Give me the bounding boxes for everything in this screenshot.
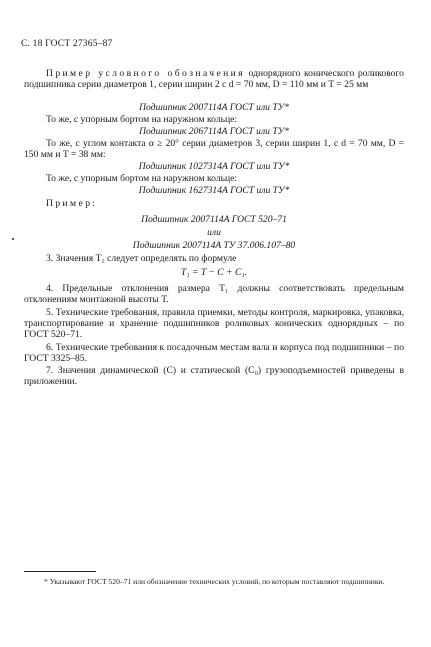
same-flange-outer-1-row <box>24 114 404 125</box>
example1-lead: Пример условного обозначения <box>46 68 245 79</box>
designation-6-row <box>24 240 404 251</box>
item-7: 7. Значения динамической (C) и статической (C₀) грузоподъемностей приведены в приложении. <box>24 365 404 388</box>
example2-lead-paragraph <box>24 198 404 209</box>
scan-speck <box>12 238 14 240</box>
designation-2: Подшипник 2067114A ГОСТ или ТУ* <box>139 126 289 137</box>
designation-1-row <box>24 102 404 113</box>
item-6: 6. Технические требования к посадочным местам вала и корпуса под подшипники – по ГОСТ 3325–85. <box>24 342 404 365</box>
designation-6: Подшипник 2007114A ТУ 37.006.107–80 <box>132 240 296 251</box>
designation-2-row <box>24 126 404 137</box>
same-flange-outer-2-row <box>24 173 404 184</box>
example1-paragraph <box>24 68 404 90</box>
or-row <box>24 227 404 238</box>
item-6-row <box>24 342 404 364</box>
formula-row <box>24 267 404 278</box>
or-word: или <box>207 227 221 238</box>
example1-block <box>24 68 404 90</box>
item-4: 4. Предельные отклонения размера T₁ должны соответствовать предельным отклонениям монтажной высоты T. <box>24 283 404 306</box>
designation-5-row <box>24 214 404 225</box>
same-flange-outer-1: То же, с упорным бортом на наружном кольце: <box>46 114 238 125</box>
item-5: 5. Технические требования, правила приемки, методы контроля, маркировка, упаковка, транспортирование и хранение подшипников роликовых конических однорядных – по ГОСТ 520–71. <box>24 307 404 341</box>
footnote: * Указывают ГОСТ 520–71 или обозначение технических условий, по которым поставляют подшипники. <box>44 577 385 586</box>
footnote-rule <box>24 571 96 572</box>
designation-5: Подшипник 2007114A ГОСТ 520–71 <box>141 214 287 225</box>
item-3-row <box>24 253 404 264</box>
example1-rest: однорядного конического роликового подшипника серии диаметров 1, серии ширин 2 с d = 70 мм, D = 110 мм и T = 25 мм <box>24 68 404 91</box>
formula: T₁ = T − C + C₁. <box>180 267 248 278</box>
designation-4-row <box>24 185 404 196</box>
example2-lead-row <box>24 198 404 209</box>
example2-lead: Пример: <box>46 198 98 209</box>
same-angle-paragraph: То же, с углом контакта α ≥ 20° серии диаметров 3, серии ширин 1, с d = 70 мм, D = 150 мм и T = 38 мм: <box>24 138 404 161</box>
designation-1: Подшипник 2007114A ГОСТ или ТУ* <box>139 102 289 113</box>
designation-4: Подшипник 1627314A ГОСТ или ТУ* <box>138 185 290 196</box>
same-flange-outer-2: То же, с упорным бортом на наружном кольце: <box>46 173 238 184</box>
page-header: С. 18 ГОСТ 27365–87 <box>21 39 113 49</box>
item-5-row <box>24 307 404 341</box>
item-4-row <box>24 283 404 305</box>
designation-3: Подшипник 1027314A ГОСТ или ТУ* <box>138 161 290 172</box>
item-3: 3. Значения T₁ следует определять по формуле <box>46 253 237 264</box>
same-angle-row <box>24 138 404 160</box>
item-7-row <box>24 365 404 387</box>
designation-3-row <box>24 161 404 172</box>
